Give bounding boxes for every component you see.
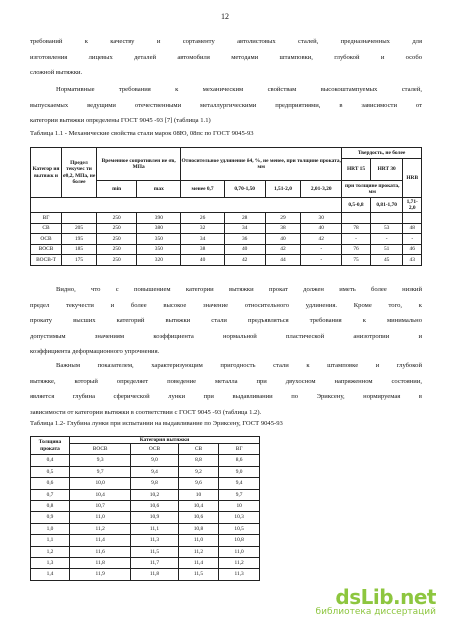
header-elong-4: 2,01-3,20 <box>301 181 342 198</box>
table-cell: 11,1 <box>131 523 178 534</box>
table-cell: 11,2 <box>219 557 260 568</box>
table-cell: 11,4 <box>70 535 131 546</box>
table-cell: 8,6 <box>219 455 260 466</box>
table-cell: 9,3 <box>70 455 131 466</box>
table-cell: 53 <box>370 223 403 234</box>
text-line: Важным показателем, характеризующим пригодность стали к штамповке и глубокой <box>56 362 422 369</box>
table-cell: - <box>370 234 403 245</box>
table-cell: 390 <box>137 213 181 224</box>
table-cell: ВОСВ-Т <box>31 255 62 266</box>
table-cell: 9,0 <box>219 466 260 477</box>
table-cell: 350 <box>137 234 181 245</box>
table-cell: 11,0 <box>70 512 131 523</box>
table-cell: 9,0 <box>131 455 178 466</box>
table1-caption: Таблица 1.1 - Механические свойства стали марок 08Ю, 08пс по ГОСТ 9045-93 <box>30 130 254 137</box>
mechanical-properties-table <box>30 147 422 266</box>
table-row <box>31 466 260 477</box>
table-cell: 75 <box>342 255 371 266</box>
table-cell: 1,2 <box>31 546 70 557</box>
table-cell: 1,4 <box>31 569 70 580</box>
table-cell: 10,8 <box>219 535 260 546</box>
header-yield-strength: Предел текучес ти σ0,2, МПа, не более <box>62 148 97 198</box>
table-cell: 10,5 <box>219 523 260 534</box>
table-cell: 43 <box>403 255 422 266</box>
table-cell: 175 <box>62 255 97 266</box>
table-cell: ВОСВ <box>31 244 62 255</box>
table-cell: 10,8 <box>178 523 219 534</box>
table-cell: 9,2 <box>178 466 219 477</box>
text-line: выпускаемых ведущими отечественными металлургическими предприятиями, в зависимости от <box>30 101 422 109</box>
header-tensile-strength: Временное сопротивлен ие σв, МПа <box>97 148 181 181</box>
table-cell: 11,6 <box>70 546 131 557</box>
table-cell: - <box>301 244 342 255</box>
table-cell: 10 <box>178 489 219 500</box>
header-vosv: ВОСВ <box>70 444 131 455</box>
table-cell: 250 <box>97 255 137 266</box>
header-osv: ОСВ <box>131 444 178 455</box>
table-cell: 40 <box>301 223 342 234</box>
table-cell: 45 <box>370 255 403 266</box>
table-cell: СВ <box>31 223 62 234</box>
table-cell: 9,8 <box>131 478 178 489</box>
table-cell: 380 <box>137 223 181 234</box>
table-cell: 1,1 <box>31 535 70 546</box>
table-cell: - <box>301 255 342 266</box>
table-cell: 11,5 <box>178 569 219 580</box>
table-cell: ОСВ <box>31 234 62 245</box>
text-line: предел текучести и более высокое значение относительного удлинения. Кроме того, к <box>30 301 422 309</box>
watermark <box>316 585 436 617</box>
table-cell: 32 <box>181 223 224 234</box>
table-cell: 10,0 <box>70 478 131 489</box>
header-hardness-thickness: при толщине проката, мм <box>342 181 403 198</box>
table-cell: 11,3 <box>219 569 260 580</box>
table-cell: 42 <box>301 234 342 245</box>
table-row <box>31 478 260 489</box>
text-line: требований к качеству и сортаменту автолистовых сталей, предназначенных для <box>30 38 422 45</box>
paragraph-requirements <box>30 82 422 129</box>
table-cell: 195 <box>62 234 97 245</box>
header-max: max <box>137 181 181 198</box>
table-cell: 205 <box>62 223 97 234</box>
table-cell: 11,5 <box>131 546 178 557</box>
table-cell: 11,4 <box>178 557 219 568</box>
table-cell: 0,7 <box>31 489 70 500</box>
table-cell <box>403 213 422 224</box>
table-row <box>31 535 260 546</box>
table-cell: 34 <box>224 223 265 234</box>
header-category: Категор ия вытяжк и <box>31 148 62 198</box>
table-row <box>31 569 260 580</box>
watermark-subtitle: библиотека диссертаций <box>315 607 436 617</box>
table-row <box>31 223 422 234</box>
intro-paragraph <box>30 34 422 81</box>
table-cell: 11,2 <box>70 523 131 534</box>
table-cell: 10,6 <box>131 500 178 511</box>
table-cell: 0,5 <box>31 466 70 477</box>
table-cell: 40 <box>265 234 301 245</box>
table-cell: 11,7 <box>131 557 178 568</box>
table-row <box>31 489 260 500</box>
table-row <box>31 244 422 255</box>
header-hrb: HRB <box>403 159 422 198</box>
text-line: зависимости от категории вытяжки в соответствии с ГОСТ 9045 -93 (таблица 1.2). <box>30 408 262 416</box>
table-cell: 0,9 <box>31 512 70 523</box>
table-cell: 10,4 <box>70 489 131 500</box>
table-row <box>31 512 260 523</box>
paragraph-observation <box>30 282 422 360</box>
table-cell: 10 <box>219 500 260 511</box>
header-hardness: Твердость, не более <box>342 148 422 159</box>
header-thick-2: 0,81-1,70 <box>370 198 403 213</box>
table-cell: 34 <box>181 234 224 245</box>
table-row <box>31 255 422 266</box>
table-cell: 250 <box>97 213 137 224</box>
header-elongation: Относительное удлинение δ4, %, не менее, при толщине проката, мм <box>181 148 342 181</box>
table-cell: 11,0 <box>219 546 260 557</box>
table-cell: 10,4 <box>178 500 219 511</box>
header-thickness: Толщина проката <box>31 437 70 455</box>
table-cell: 9,4 <box>219 478 260 489</box>
table-cell: 10,6 <box>178 512 219 523</box>
text-line: вытяжке, который определяет поведение металла при двухосном напряженном состоянии, <box>30 377 422 385</box>
table-cell: 30 <box>301 213 342 224</box>
table-cell: 11,3 <box>131 535 178 546</box>
table2-caption: Таблица 1.2- Глубина лунки при испытании на выдавливание по Эриксену, ГОСТ 9045-93 <box>30 420 283 427</box>
table-cell: 42 <box>224 255 265 266</box>
table-cell: 40 <box>224 244 265 255</box>
header-elong-2: 0,70-1,50 <box>224 181 265 198</box>
table-cell: 1,3 <box>31 557 70 568</box>
table-cell: 0,8 <box>31 500 70 511</box>
table-cell: 11,2 <box>178 546 219 557</box>
table-cell: 1,0 <box>31 523 70 534</box>
table-cell: 42 <box>265 244 301 255</box>
header-thick-1: 0,5-0,8 <box>342 198 371 213</box>
table-cell: 10,2 <box>131 489 178 500</box>
table-row <box>31 213 422 224</box>
table-row <box>31 234 422 245</box>
text-line: допустимым значениям коэффициента нормальной пластической анизотропии и <box>30 332 422 340</box>
table-cell: - <box>403 234 422 245</box>
table-row <box>31 557 260 568</box>
table-cell: 250 <box>97 244 137 255</box>
text-line: прокату высших категорий вытяжки стали предъявляться требования к минимально <box>30 317 422 324</box>
text-line: Нормативные требования к механическим свойствам высокоштампуемых сталей, <box>56 86 422 93</box>
text-line: категории вытяжки определены ГОСТ 9045 -93 [7] (таблица 1.1) <box>30 117 211 124</box>
text-line: является глубина сферической лунки при выдавливании по Эриксену, нормируемая в <box>30 393 422 400</box>
table-cell: 10,7 <box>70 500 131 511</box>
header-vg: ВГ <box>219 444 260 455</box>
text-line: коэффициента деформационного упрочнения. <box>30 348 160 355</box>
table-cell: 76 <box>342 244 371 255</box>
table-cell: 38 <box>181 244 224 255</box>
table-cell: 78 <box>342 223 371 234</box>
table-cell: 11,8 <box>70 557 131 568</box>
table-cell: 51 <box>370 244 403 255</box>
page-number: 12 <box>221 12 229 21</box>
table-cell: 48 <box>403 223 422 234</box>
table-cell: 29 <box>265 213 301 224</box>
table-cell: 11,0 <box>178 535 219 546</box>
table-cell: 10,3 <box>219 512 260 523</box>
table-cell: 11,9 <box>70 569 131 580</box>
watermark-logo: dsLib.net <box>335 585 436 609</box>
table-cell: 250 <box>97 223 137 234</box>
table-row <box>31 500 260 511</box>
table-row <box>31 546 260 557</box>
table-cell: 38 <box>265 223 301 234</box>
table-cell: 350 <box>137 244 181 255</box>
table-cell: 46 <box>403 244 422 255</box>
table-cell: 36 <box>224 234 265 245</box>
table-cell: - <box>342 234 371 245</box>
table-cell <box>370 213 403 224</box>
table-cell: 10,9 <box>131 512 178 523</box>
table-cell: 0,4 <box>31 455 70 466</box>
header-hrt15: HRT 15 <box>342 159 371 181</box>
paragraph-erichsen <box>30 358 422 420</box>
table-cell: 185 <box>62 244 97 255</box>
table-cell: 28 <box>224 213 265 224</box>
table-cell: 9,6 <box>178 478 219 489</box>
header-hrt30: HRT 30 <box>370 159 403 181</box>
table-cell: 0,6 <box>31 478 70 489</box>
table-cell <box>342 213 371 224</box>
text-line: Видно, что с повышением категории вытяжки прокат должен иметь более низкий <box>56 286 422 293</box>
header-thick-3: 1,71-2,0 <box>403 198 422 213</box>
table-cell: 40 <box>181 255 224 266</box>
header-elong-3: 1,51-2,0 <box>265 181 301 198</box>
header-draw-category: Категория вытяжки <box>70 437 260 444</box>
table-cell: 320 <box>137 255 181 266</box>
table-cell: 8,8 <box>178 455 219 466</box>
table-row <box>31 523 260 534</box>
header-elong-1: менее 0,7 <box>181 181 224 198</box>
table-cell: 9,4 <box>131 466 178 477</box>
table-cell: 250 <box>97 234 137 245</box>
text-line: сложной вытяжки. <box>30 69 83 76</box>
header-min: min <box>97 181 137 198</box>
table-cell: 26 <box>181 213 224 224</box>
text-line: изготовления лицевых деталей автомобиля методами штамповки, глубокой и особо <box>30 53 422 61</box>
header-sv: СВ <box>178 444 219 455</box>
table-cell: ВГ <box>31 213 62 224</box>
table-cell: 9,7 <box>70 466 131 477</box>
table-cell: 9,7 <box>219 489 260 500</box>
table-cell <box>62 213 97 224</box>
table-cell: 11,8 <box>131 569 178 580</box>
table-cell: 44 <box>265 255 301 266</box>
erichsen-depth-table <box>30 436 260 581</box>
table-row <box>31 455 260 466</box>
